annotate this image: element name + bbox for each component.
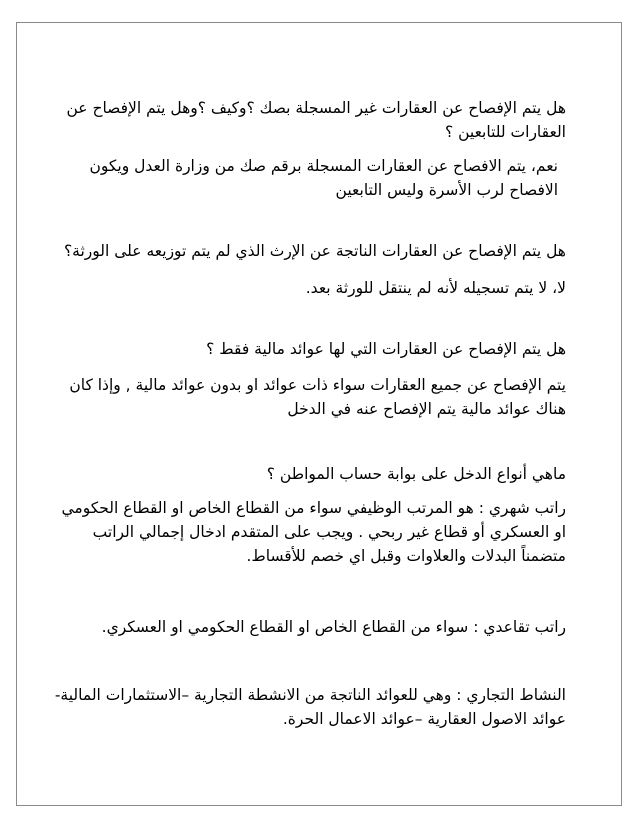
question-block xyxy=(60,462,566,486)
answer-block xyxy=(54,683,566,731)
text-line: عوائد الاصول العقارية –عوائد الاعمال الحرة. xyxy=(282,710,566,728)
question-block xyxy=(60,239,566,263)
text-line: النشاط التجاري : وهي للعوائد الناتجة من الانشطة التجارية –الاستثمارات المالية- xyxy=(54,686,566,704)
text-line: راتب تقاعدي : سواء من القطاع الخاص او القطاع الحكومي او العسكري. xyxy=(101,618,566,636)
text-line: هل يتم الإفصاح عن العقارات الناتجة عن الإرث الذي لم يتم توزيعه على الورثة؟ xyxy=(63,242,566,260)
text-line: متضمناً البدلات والعلاوات وقبل اي خصم للأقساط. xyxy=(246,547,566,565)
document-body xyxy=(54,96,566,731)
text-line: راتب شهري : هو المرتب الوظيفي سواء من القطاع الخاص او القطاع الحكومي xyxy=(61,499,566,517)
text-line: العقارات للتابعين ؟ xyxy=(444,123,566,141)
answer-block xyxy=(60,373,566,421)
answer-block xyxy=(60,154,566,202)
answer-block xyxy=(60,276,566,300)
text-line: هل يتم الإفصاح عن العقارات التي لها عوائد مالية فقط ؟ xyxy=(206,340,566,358)
answer-block xyxy=(60,615,566,639)
text-line: ماهي أنواع الدخل على بوابة حساب المواطن ؟ xyxy=(266,465,566,483)
text-line: هناك عوائد مالية يتم الإفصاح عنه في الدخل xyxy=(287,400,566,418)
text-line: يتم الإفصاح عن جميع العقارات سواء ذات عوائد او بدون عوائد مالية , وإذا كان xyxy=(69,376,566,394)
text-line: نعم، يتم الافصاح عن العقارات المسجلة برقم صك من وزارة العدل ويكون xyxy=(89,157,558,175)
answer-block xyxy=(60,496,566,568)
text-line: الافصاح لرب الأسرة وليس التابعين xyxy=(335,181,558,199)
text-line: او العسكري أو قطاع غير ربحي . ويجب على المتقدم ادخال إجمالي الراتب xyxy=(92,523,566,541)
question-block xyxy=(60,96,566,144)
text-line: هل يتم الإفصاح عن العقارات غير المسجلة بصك ؟وكيف ؟وهل يتم الإفصاح عن xyxy=(66,99,566,117)
text-line: لا، لا يتم تسجيله لأنه لم ينتقل للورثة بعد. xyxy=(305,279,566,297)
question-block xyxy=(60,337,566,361)
